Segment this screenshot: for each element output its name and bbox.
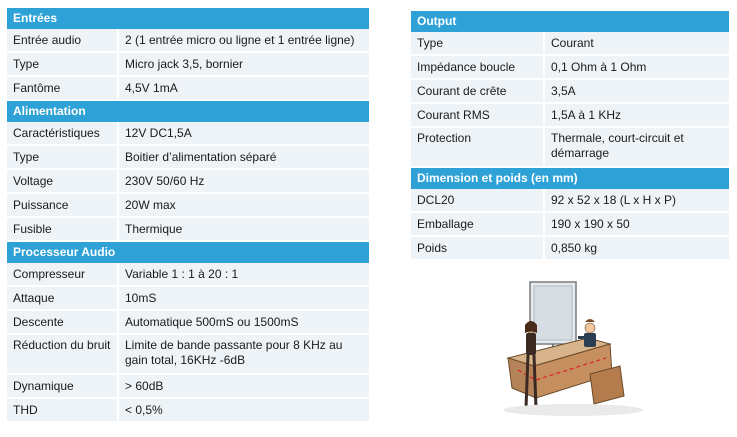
spec-value: Micro jack 3,5, bornier [118, 52, 369, 76]
receptionist-body [584, 333, 596, 347]
spec-value: > 60dB [118, 374, 369, 398]
section-header-dimension-poids [411, 167, 729, 189]
reception-desk-illustration [478, 270, 688, 430]
visitor-leg-left [526, 355, 528, 408]
spec-key: Entrée audio [7, 29, 118, 52]
receptionist-arm [578, 336, 584, 339]
section-header-entrees [7, 8, 369, 29]
spec-value: 1,5A à 1 KHz [544, 103, 729, 127]
spec-value: 0,1 Ohm à 1 Ohm [544, 55, 729, 79]
spec-row [411, 103, 729, 127]
spec-row [7, 193, 369, 217]
spec-value: Thermique [118, 217, 369, 241]
spec-key: Puissance [7, 193, 118, 217]
spec-key: Protection [411, 127, 544, 167]
spec-value: 20W max [118, 193, 369, 217]
section-title: Output [411, 11, 729, 32]
section-title: Alimentation [7, 100, 369, 122]
spec-row [411, 127, 729, 167]
spec-key: Dynamique [7, 374, 118, 398]
section-header-processeur-audio [7, 241, 369, 263]
spec-key: Type [7, 52, 118, 76]
spec-key: Emballage [411, 212, 544, 236]
spec-value: Boitier d’alimentation séparé [118, 145, 369, 169]
spec-key: Type [411, 32, 544, 55]
visitor-leg-right [534, 355, 536, 408]
spec-key: Fantôme [7, 76, 118, 100]
spec-key: Courant RMS [411, 103, 544, 127]
receptionist-hair [585, 319, 595, 322]
spec-value: 4,5V 1mA [118, 76, 369, 100]
spec-key: Voltage [7, 169, 118, 193]
spec-row [7, 334, 369, 374]
spec-value: Thermale, court-circuit et démarrage [544, 127, 729, 167]
spec-value: 2 (1 entrée micro ou ligne et 1 entrée ligne) [118, 29, 369, 52]
spec-key: Impédance boucle [411, 55, 544, 79]
spec-value: 230V 50/60 Hz [118, 169, 369, 193]
spec-value: 12V DC1,5A [118, 122, 369, 145]
spec-key: Réduction du bruit [7, 334, 118, 374]
floor-shadow [503, 404, 643, 416]
spec-value: Courant [544, 32, 729, 55]
spec-value: Automatique 500mS ou 1500mS [118, 310, 369, 334]
spec-key: Caractéristiques [7, 122, 118, 145]
spec-value: 0,850 kg [544, 236, 729, 260]
spec-row [7, 398, 369, 422]
spec-row [411, 189, 729, 212]
section-title: Processeur Audio [7, 241, 369, 263]
spec-row [411, 55, 729, 79]
spec-value: 10mS [118, 286, 369, 310]
spec-row [7, 52, 369, 76]
left-spec-table [7, 8, 369, 423]
spec-key: Compresseur [7, 263, 118, 286]
section-header-alimentation [7, 100, 369, 122]
spec-key: Poids [411, 236, 544, 260]
right-spec-table [411, 11, 729, 261]
spec-key: Descente [7, 310, 118, 334]
section-header-output [411, 11, 729, 32]
spec-value: 190 x 190 x 50 [544, 212, 729, 236]
spec-value: < 0,5% [118, 398, 369, 422]
spec-key: DCL20 [411, 189, 544, 212]
spec-row [7, 217, 369, 241]
spec-row [7, 29, 369, 52]
receptionist-head [585, 323, 595, 333]
spec-row [411, 79, 729, 103]
spec-key: Attaque [7, 286, 118, 310]
section-title: Entrées [7, 8, 369, 29]
spec-row [411, 32, 729, 55]
section-title: Dimension et poids (en mm) [411, 167, 729, 189]
spec-row [7, 374, 369, 398]
spec-row [411, 212, 729, 236]
spec-key: Type [7, 145, 118, 169]
spec-value: Variable 1 : 1 à 20 : 1 [118, 263, 369, 286]
spec-row [7, 169, 369, 193]
spec-key: Fusible [7, 217, 118, 241]
spec-row [7, 145, 369, 169]
spec-key: THD [7, 398, 118, 422]
spec-value: 92 x 52 x 18 (L x H x P) [544, 189, 729, 212]
spec-row [7, 286, 369, 310]
spec-value: 3,5A [544, 79, 729, 103]
spec-row [7, 263, 369, 286]
spec-key: Courant de crête [411, 79, 544, 103]
visitor-body [526, 333, 536, 355]
spec-row [7, 122, 369, 145]
spec-row [411, 236, 729, 260]
spec-row [7, 310, 369, 334]
glass-panel-inner [534, 286, 572, 340]
spec-row [7, 76, 369, 100]
spec-value: Limite de bande passante pour 8 KHz au gain total, 16KHz -6dB [118, 334, 369, 374]
